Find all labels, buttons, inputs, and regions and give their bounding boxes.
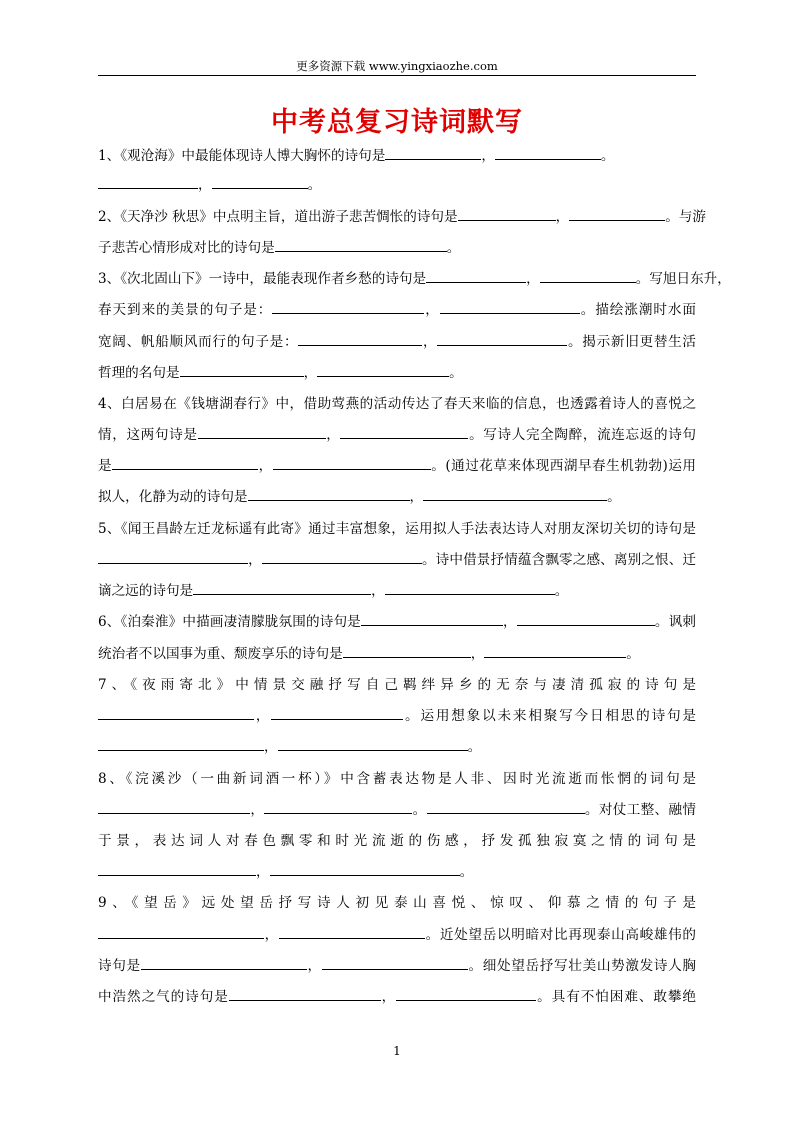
line-text: 。 — [600, 148, 615, 164]
line-text: 。 — [449, 365, 463, 381]
line-text: 宽阔、帆船顺风而行的句子是： — [98, 334, 299, 350]
answer-blank[interactable] — [396, 988, 536, 1001]
line-text: 7、《夜雨寄北》中情景交融抒写自己羁绊异乡的无奈与凄清孤寂的诗句是 — [98, 677, 696, 693]
answer-blank[interactable] — [272, 301, 424, 314]
answer-blank[interactable] — [458, 208, 556, 221]
page-number: 1 — [393, 1044, 401, 1058]
line-text: 。 — [607, 489, 621, 505]
line-text: 中浩然之气的诗句是 — [98, 989, 229, 1005]
question-line — [98, 645, 696, 663]
document-title: 中考总复习诗词默写 — [271, 107, 523, 138]
answer-blank[interactable] — [264, 801, 412, 814]
answer-blank[interactable] — [180, 364, 304, 377]
answer-blank[interactable] — [275, 239, 447, 252]
line-text: 。(通过花草来体现西湖早春生机勃勃)运用 — [430, 458, 697, 474]
answer-blank[interactable] — [229, 988, 381, 1001]
line-text: 。描绘涨潮时水面 — [579, 302, 697, 318]
line-text: 统治者不以国事为重、颓废享乐的诗句是 — [98, 646, 343, 662]
line-text: 。写诗人完全陶醉，流连忘返的诗句 — [468, 427, 697, 443]
line-text: ， — [380, 989, 397, 1005]
line-text: ， — [325, 427, 341, 443]
question-line — [98, 613, 696, 631]
answer-blank[interactable] — [426, 270, 526, 283]
line-text: ， — [198, 177, 212, 193]
line-text: 2、《天净沙 秋思》中点明主旨，道出游子悲苦惆怅的诗句是 — [98, 209, 458, 225]
line-text: 。讽刺 — [654, 614, 696, 630]
line-text: 。运用想象以未来相聚写今日相思的诗句是 — [403, 708, 697, 724]
line-text: ， — [526, 271, 540, 287]
line-text: 9、《望岳》远处望岳抒写诗人初见泰山喜悦、惊叹、仰慕之情的句子是 — [98, 895, 696, 911]
question-line — [98, 520, 696, 538]
answer-blank[interactable] — [98, 738, 264, 751]
line-text: ， — [264, 927, 279, 943]
answer-blank[interactable] — [298, 333, 422, 346]
answer-blank[interactable] — [484, 645, 626, 658]
line-text: ， — [264, 739, 278, 755]
question-line — [98, 894, 696, 912]
question-line — [98, 208, 706, 226]
line-text: 。对仗工整、融情 — [584, 802, 697, 818]
answer-blank[interactable] — [273, 457, 431, 470]
question-line — [98, 176, 696, 194]
page-header: 更多资源下载 www.yingxiaozhe.com — [296, 59, 498, 73]
question-line — [98, 147, 696, 165]
answer-blank[interactable] — [98, 176, 198, 189]
question-line — [98, 364, 696, 382]
answer-blank[interactable] — [340, 426, 468, 439]
line-text: 5、《闻王昌龄左迁龙标遥有此寄》通过丰富想象，运用拟人手法表达诗人对朋友深切关切的诗句是 — [98, 521, 696, 537]
question-line — [98, 770, 696, 788]
question-line — [98, 957, 696, 975]
answer-blank[interactable] — [98, 551, 248, 564]
line-text: 。近处望岳以明暗对比再现泰山高峻雄伟的 — [424, 927, 697, 943]
line-text: 。写旭日东升， — [635, 271, 731, 287]
line-text: ， — [481, 148, 495, 164]
line-text: 子悲苦心情形成对比的诗句是 — [98, 240, 275, 256]
line-text: 哲理的名句是 — [98, 365, 180, 381]
answer-blank[interactable] — [495, 147, 601, 160]
line-text: 3、《次北固山下》一诗中，最能表现作者乡愁的诗句是 — [98, 271, 427, 287]
question-line — [98, 551, 696, 569]
question-line — [98, 801, 696, 819]
line-text: 。 — [554, 583, 569, 599]
answer-blank[interactable] — [322, 957, 468, 970]
line-text: 。 — [412, 802, 427, 818]
line-text: ， — [555, 209, 570, 225]
question-line — [98, 926, 696, 944]
answer-blank[interactable] — [385, 582, 555, 595]
line-text: 8、《浣溪沙（一曲新词酒一杯）》中含蓄表达物是人非、因时光流逝而怅惘的词句是 — [98, 771, 696, 787]
question-line — [98, 863, 696, 881]
line-text: ， — [371, 583, 385, 599]
line-text: 。 — [307, 177, 322, 193]
line-text: 。 — [626, 646, 640, 662]
line-text: 春天到来的美景的句子是： — [98, 302, 273, 318]
question-line — [98, 832, 696, 850]
question-line — [98, 457, 696, 475]
line-text: 是 — [98, 458, 113, 474]
answer-blank[interactable] — [423, 488, 607, 501]
answer-blank[interactable] — [98, 926, 264, 939]
answer-blank[interactable] — [343, 645, 471, 658]
line-text: 6、《泊秦淮》中描画凄清朦胧氛围的诗句是 — [98, 614, 361, 630]
question-line — [98, 488, 696, 506]
line-text: 。具有不怕困难、敢攀绝 — [536, 989, 697, 1005]
question-line — [98, 395, 696, 413]
answer-blank[interactable] — [112, 457, 258, 470]
line-text: 情，这两句诗是 — [98, 427, 198, 443]
question-line — [98, 333, 696, 351]
question-line — [98, 676, 696, 694]
line-text: 。 — [459, 864, 474, 880]
line-text: ， — [306, 958, 322, 974]
answer-blank[interactable] — [198, 426, 326, 439]
answer-blank[interactable] — [361, 613, 503, 626]
answer-blank[interactable] — [437, 333, 567, 346]
answer-blank[interactable] — [141, 957, 307, 970]
answer-blank[interactable] — [212, 176, 308, 189]
answer-blank[interactable] — [262, 551, 422, 564]
answer-blank[interactable] — [279, 926, 425, 939]
question-line — [98, 988, 696, 1006]
answer-blank[interactable] — [385, 147, 481, 160]
line-text: ， — [254, 708, 272, 724]
line-text: ， — [250, 802, 265, 818]
line-text: 谪之远的诗句是 — [98, 583, 194, 599]
line-text: ， — [303, 365, 318, 381]
question-line — [98, 301, 696, 319]
line-text: 诗句是 — [98, 958, 141, 974]
question-line — [98, 270, 731, 288]
line-text: 。与游 — [665, 209, 706, 225]
line-text: ， — [470, 646, 485, 662]
answer-blank[interactable] — [440, 301, 580, 314]
answer-blank[interactable] — [278, 738, 468, 751]
line-text: ， — [422, 334, 438, 350]
answer-blank[interactable] — [540, 270, 636, 283]
line-text: 于景，表达词人对春色飘零和时光流逝的伤感，抒发孤独寂寞之情的词句是 — [98, 833, 696, 849]
answer-blank[interactable] — [270, 863, 460, 876]
line-text: 4、白居易在《钱塘湖春行》中，借助莺燕的活动传达了春天来临的信息，也透露着诗人的喜悦之 — [98, 396, 696, 412]
answer-blank[interactable] — [569, 208, 665, 221]
question-line — [98, 582, 696, 600]
line-text: ， — [424, 302, 440, 318]
line-text: 。诗中借景抒情蕴含飘零之感、离别之恨、迁 — [421, 552, 697, 568]
line-text: 。 — [467, 739, 482, 755]
line-text: 1、《观沧海》中最能体现诗人博大胸怀的诗句是 — [98, 148, 386, 164]
answer-blank[interactable] — [427, 801, 585, 814]
line-text: ， — [256, 864, 270, 880]
answer-blank[interactable] — [517, 613, 655, 626]
answer-blank[interactable] — [317, 364, 449, 377]
line-text: 。细处望岳抒写壮美山势激发诗人胸 — [467, 958, 697, 974]
line-text: 。揭示新旧更替生活 — [567, 334, 697, 350]
header-rule — [98, 75, 696, 76]
line-text: 拟人，化静为动的诗句是 — [98, 489, 248, 505]
answer-blank[interactable] — [271, 707, 403, 720]
question-line — [98, 426, 696, 444]
question-line — [98, 738, 696, 756]
answer-blank[interactable] — [248, 488, 410, 501]
answer-blank[interactable] — [98, 801, 250, 814]
line-text: ， — [258, 458, 273, 474]
answer-blank[interactable] — [98, 707, 254, 720]
line-text: 。 — [446, 240, 461, 256]
line-text: ， — [502, 614, 517, 630]
question-line — [98, 239, 696, 257]
question-line — [98, 707, 696, 725]
answer-blank[interactable] — [98, 863, 256, 876]
line-text: ， — [409, 489, 424, 505]
line-text: ， — [248, 552, 262, 568]
answer-blank[interactable] — [193, 582, 371, 595]
